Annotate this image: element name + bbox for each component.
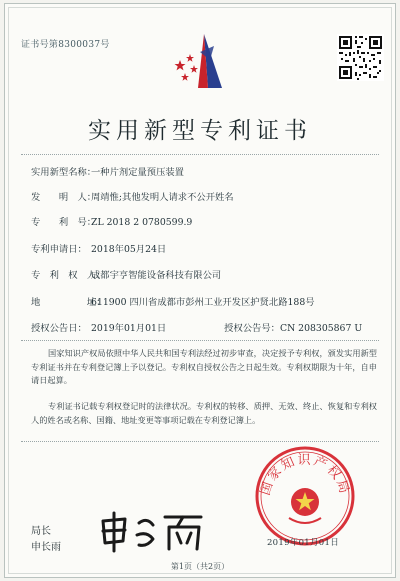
field-inventor	[31, 189, 234, 203]
field-utility-model-name	[31, 164, 184, 178]
field-label: 授权公告号：	[224, 323, 280, 334]
body-paragraph: 国家知识产权局依照中华人民共和国专利法经过初步审查，决定授予专利权，颁发实用新型专利证书并在专利登记簿上予以登记。专利权自授权公告之日起生效。专利权期限为十年，自申请日起算。	[31, 348, 377, 385]
cnipa-emblem-icon	[170, 30, 232, 92]
director-signature-icon	[97, 509, 217, 553]
field-patentee	[31, 267, 221, 281]
certificate-title: 实用新型专利证书	[88, 118, 312, 144]
field-value: 周靖惟;其他发明人请求不公开姓名	[91, 192, 234, 203]
field-value: 2018年05月24日	[91, 244, 167, 255]
official-seal-icon	[253, 444, 357, 548]
field-value: 一种片剂定量预压装置	[91, 167, 184, 178]
field-label: 授权公告日：	[31, 323, 87, 334]
field-application-date	[31, 241, 166, 255]
divider	[21, 154, 379, 155]
qr-code-icon	[337, 34, 384, 81]
field-patent-number	[31, 214, 192, 228]
divider	[21, 340, 379, 341]
field-value: 611900 四川省成都市彭州工业开发区护贤北路188号	[91, 297, 315, 308]
certificate-number: 证书号第8300037号	[21, 40, 110, 50]
divider	[21, 441, 379, 442]
field-value: CN 208305867 U	[279, 323, 363, 334]
field-grant-date	[31, 320, 362, 334]
field-value: 成都宇亨智能设备科技有限公司	[91, 270, 222, 281]
field-label: 地 址：	[31, 297, 106, 308]
patent-certificate	[4, 3, 396, 578]
director-name: 申长雨	[31, 542, 61, 553]
body-paragraph: 专利证书记载专利权登记时的法律状况。专利权的转移、质押、无效、终止、恢复和专利权人的姓名或名称、国籍、地址变更等事项记载在专利登记簿上。	[31, 401, 377, 425]
seal-date: 2019年01月01日	[266, 538, 340, 548]
field-label: 专 利 号：	[31, 217, 97, 228]
field-value: ZL 2018 2 0780599.9	[91, 217, 193, 228]
field-label: 专利申请日：	[31, 244, 87, 255]
director-title: 局长	[31, 526, 51, 537]
page-number: 第1页（共2页）	[170, 562, 230, 571]
field-label: 实用新型名称：	[31, 167, 97, 178]
field-address	[31, 294, 315, 308]
field-label: 发 明 人：	[31, 192, 97, 203]
field-label: 专 利 权 人：	[31, 270, 106, 281]
field-value: 2019年01月01日	[91, 323, 167, 334]
seal-text: 国家知识产权局	[257, 453, 353, 498]
